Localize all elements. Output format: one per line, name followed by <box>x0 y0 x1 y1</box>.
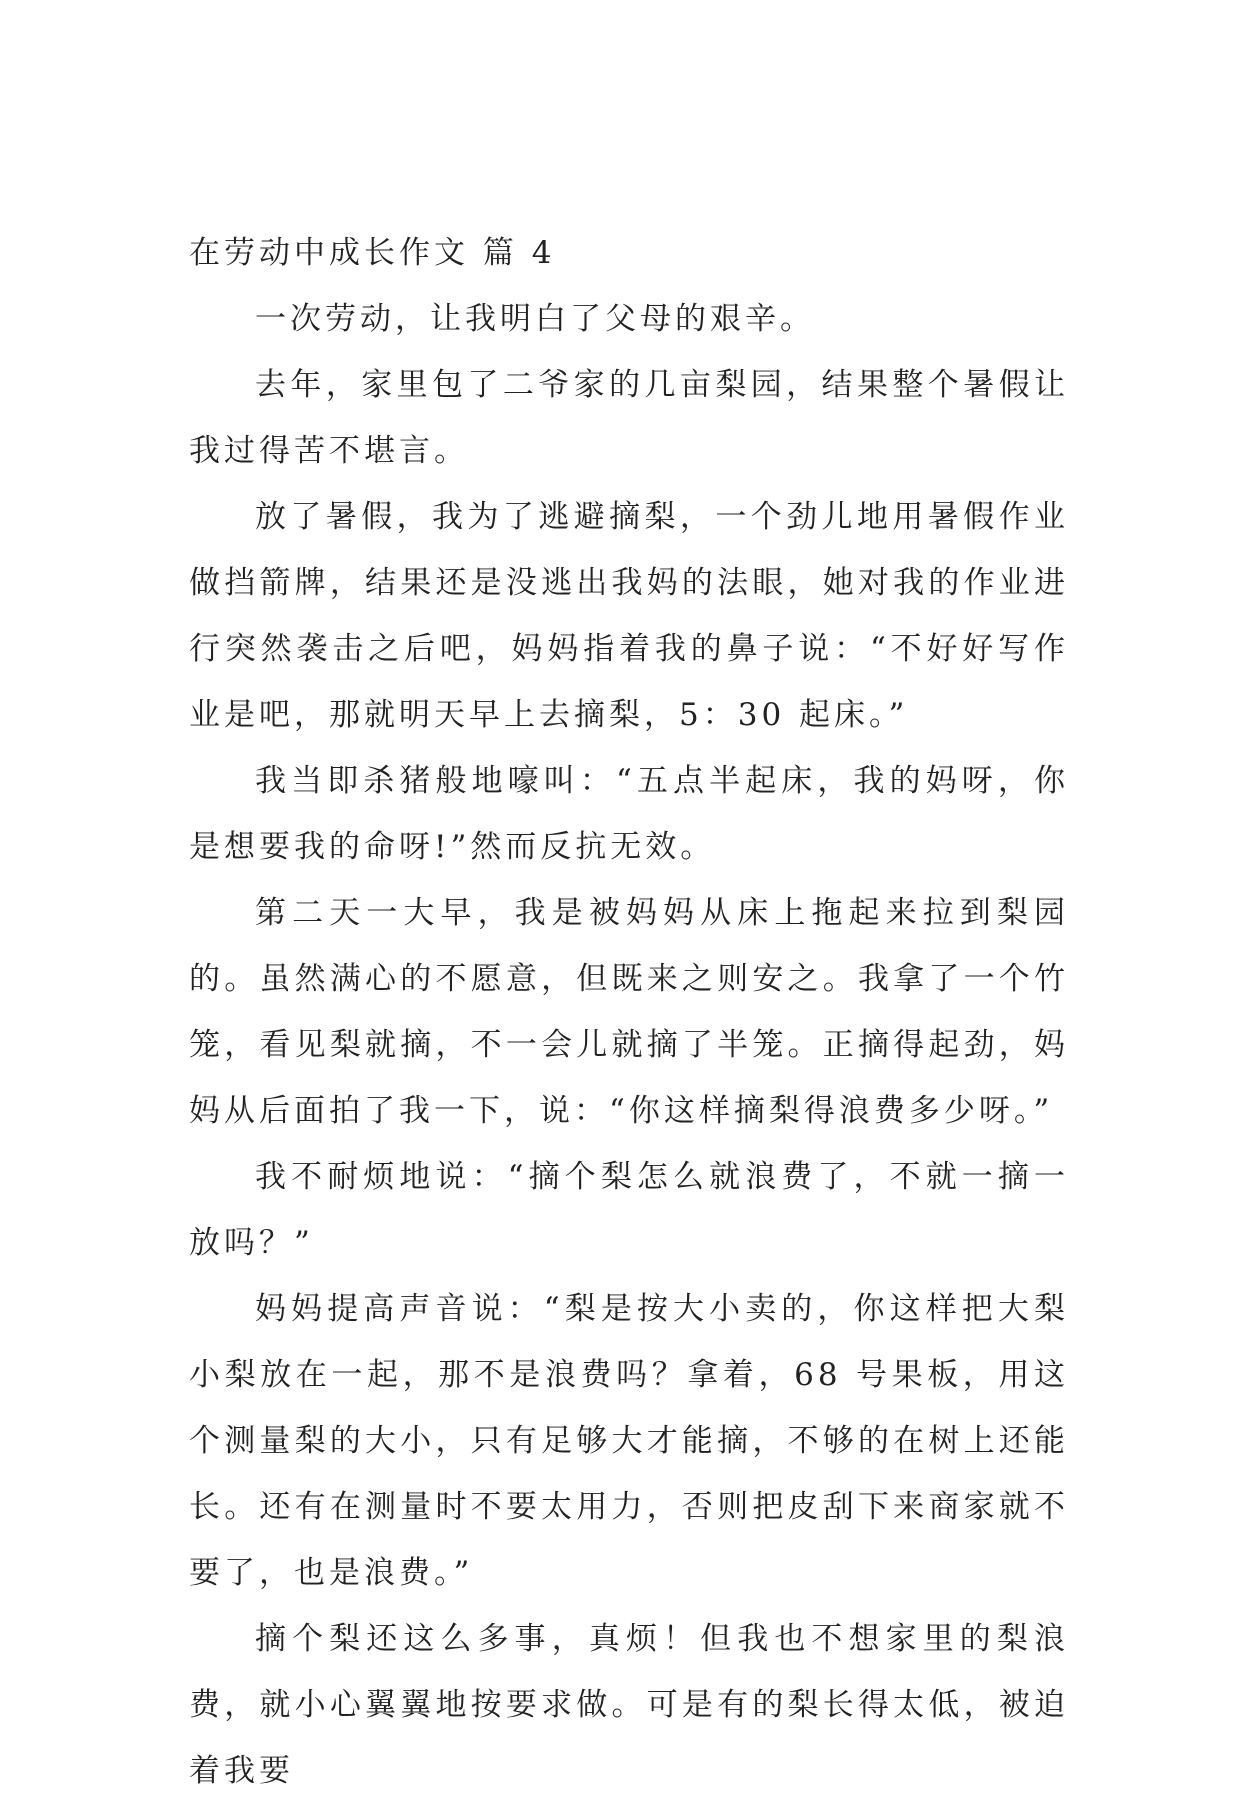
paragraph: 第二天一大早，我是被妈妈从床上拖起来拉到梨园的。虽然满心的不愿意，但既来之则安之。我拿了一个竹笼，看见梨就摘，不一会儿就摘了半笼。正摘得起劲，妈妈从后面拍了我一下，说：“你这样摘梨得浪费多少呀。” <box>189 895 1069 1129</box>
paragraph: 一次劳动，让我明白了父母的艰辛。 <box>255 301 815 337</box>
paragraph: 摘个梨还这么多事，真烦！但我也不想家里的梨浪费，就小心翼翼地按要求做。可是有的梨长得太低，被迫着我要 <box>189 1621 1069 1789</box>
paragraph: 我不耐烦地说：“摘个梨怎么就浪费了，不就一摘一放吗？” <box>189 1159 1069 1261</box>
document-title: 在劳动中成长作文 篇 4 <box>189 235 556 271</box>
paragraph: 放了暑假，我为了逃避摘梨，一个劲儿地用暑假作业做挡箭牌，结果还是没逃出我妈的法眼，她对我的作业进行突然袭击之后吧，妈妈指着我的鼻子说：“不好好写作业是吧，那就明天早上去摘梨，5：30 起床。” <box>189 499 1069 733</box>
paragraph: 妈妈提高声音说：“梨是按大小卖的，你这样把大梨小梨放在一起，那不是浪费吗？拿着，68 号果板，用这个测量梨的大小，只有足够大才能摘，不够的在树上还能长。还有在测量时不要太用力，否则把皮刮下来商家就不要了，也是浪费。” <box>189 1291 1069 1591</box>
paragraph: 去年，家里包了二爷家的几亩梨园，结果整个暑假让我过得苦不堪言。 <box>189 367 1069 469</box>
document-body <box>189 220 1069 1804</box>
paragraph: 我当即杀猪般地嚎叫：“五点半起床，我的妈呀，你是想要我的命呀!”然而反抗无效。 <box>189 763 1069 865</box>
